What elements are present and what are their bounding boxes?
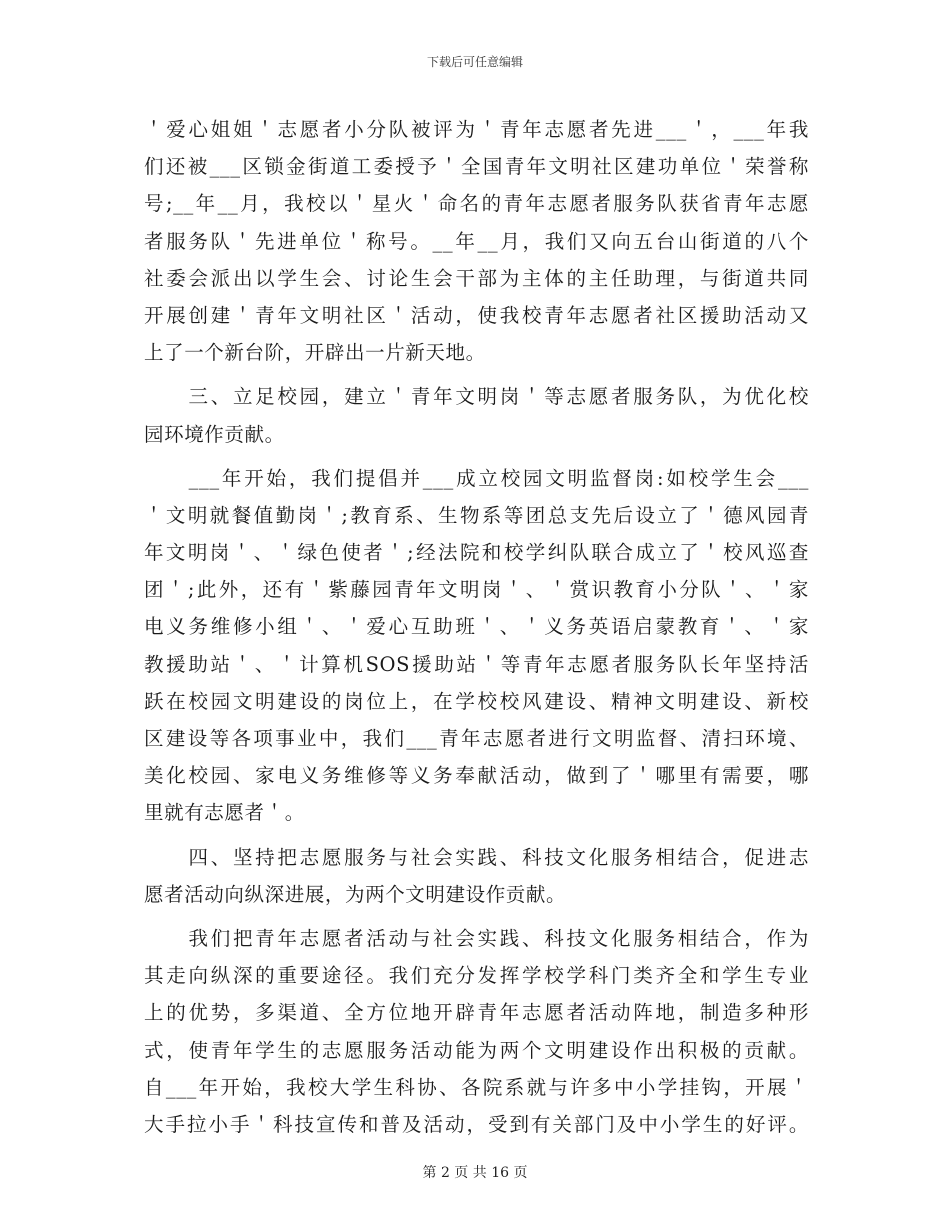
text-line: 跃在校园文明建设的岗位上，在学校校风建设、精神文明建设、新校 bbox=[144, 689, 809, 713]
text-line: 愿者活动向纵深进展，为两个文明建设作贡献。 bbox=[144, 882, 567, 906]
text-line: 社委会派出以学生会、讨论生会干部为主体的主任助理，与街道共同 bbox=[144, 266, 809, 290]
text-line: 大手拉小手＇科技宣传和普及活动，受到有关部门及中小学生的好评。 bbox=[144, 1112, 809, 1136]
text-line: 者服务队＇先进单位＇称号。__年__月，我们又向五台山街道的八个 bbox=[144, 229, 809, 253]
text-line: 团＇;此外，还有＇紫藤园青年文明岗＇、＇赏识教育小分队＇、＇家 bbox=[144, 578, 809, 602]
paragraph bbox=[144, 920, 809, 1143]
document-body bbox=[144, 111, 809, 1143]
paragraph bbox=[144, 378, 809, 452]
paragraph bbox=[144, 111, 809, 371]
page-header: 下载后可任意编辑 bbox=[426, 55, 523, 69]
text-line: 我们把青年志愿者活动与社会实践、科技文化服务相结合，作为 bbox=[144, 926, 809, 950]
text-line: 年文明岗＇、＇绿色使者＇;经法院和校学纠队联合成立了＇校风巡查 bbox=[144, 541, 809, 565]
text-line: 美化校园、家电义务维修等义务奉献活动，做到了＇哪里有需要，哪 bbox=[144, 764, 809, 788]
text-line: 四、坚持把志愿服务与社会实践、科技文化服务相结合，促进志 bbox=[144, 845, 809, 869]
paragraph bbox=[144, 839, 809, 913]
text-line: 里就有志愿者＇。 bbox=[144, 801, 305, 825]
text-line: ___年开始，我们提倡并___成立校园文明监督岗:如校学生会___ bbox=[144, 466, 809, 490]
text-line: 开展创建＇青年文明社区＇活动，使我校青年志愿者社区援助活动又 bbox=[144, 303, 809, 327]
text-line: 号;__年__月，我校以＇星火＇命名的青年志愿者服务队获省青年志愿 bbox=[144, 192, 809, 216]
text-line: 园环境作贡献。 bbox=[144, 422, 285, 446]
text-line: ＇爱心姐姐＇志愿者小分队被评为＇青年志愿者先进___＇，___年我 bbox=[144, 118, 809, 141]
text-line: 教援助站＇、＇计算机SOS援助站＇等青年志愿者服务队长年坚持活 bbox=[144, 652, 809, 676]
paragraph bbox=[144, 460, 809, 832]
text-line: ＇文明就餐值勤岗＇;教育系、生物系等团总支先后设立了＇德风园青 bbox=[144, 503, 809, 527]
page-number: 第 2 页 共 16 页 bbox=[422, 1165, 528, 1181]
text-line: 上的优势，多渠道、全方位地开辟青年志愿者活动阵地，制造多种形 bbox=[144, 1001, 809, 1025]
text-line: 上了一个新台阶，开辟出一片新天地。 bbox=[144, 341, 486, 365]
text-line: 电义务维修小组＇、＇爱心互助班＇、＇义务英语启蒙教育＇、＇家 bbox=[144, 615, 809, 639]
text-line: 们还被___区锁金街道工委授予＇全国青年文明社区建功单位＇荣誉称 bbox=[144, 155, 809, 179]
text-line: 自___年开始，我校大学生科协、各院系就与许多中小学挂钩，开展＇ bbox=[144, 1075, 809, 1099]
text-line: 三、立足校园，建立＇青年文明岗＇等志愿者服务队，为优化校 bbox=[144, 385, 809, 409]
text-line: 式，使青年学生的志愿服务活动能为两个文明建设作出积极的贡献。 bbox=[144, 1038, 809, 1062]
text-line: 其走向纵深的重要途径。我们充分发挥学校学科门类齐全和学生专业 bbox=[144, 964, 809, 988]
text-line: 区建设等各项事业中，我们___青年志愿者进行文明监督、清扫环境、 bbox=[144, 727, 809, 750]
